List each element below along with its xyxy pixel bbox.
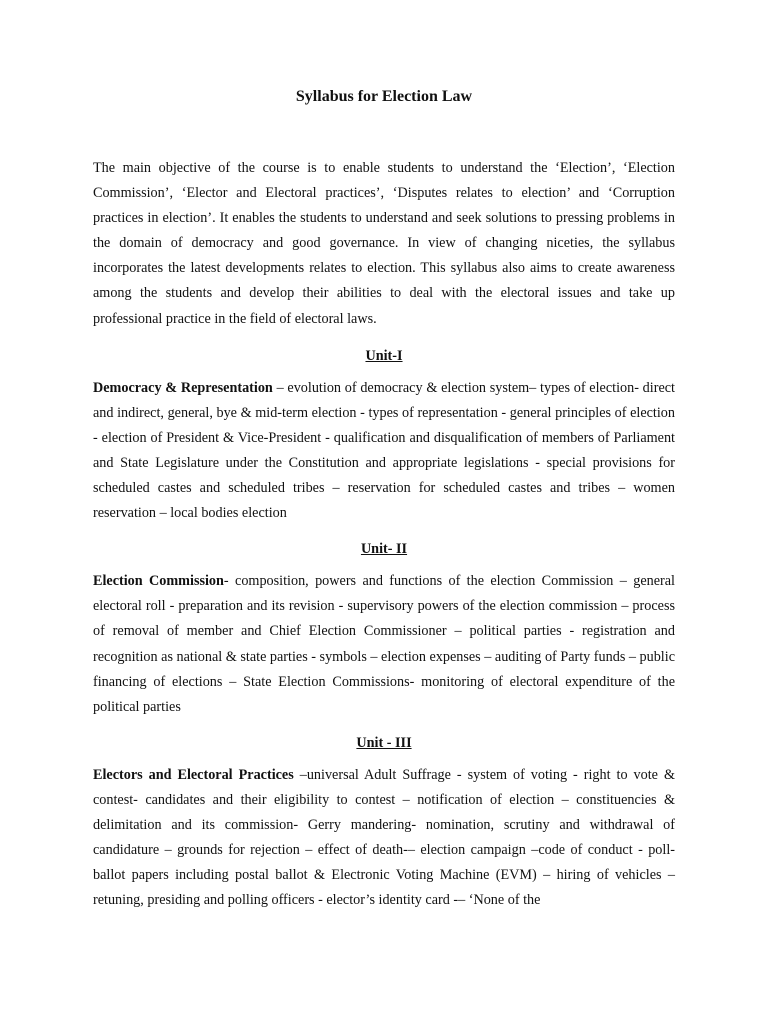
unit-3-body: –universal Adult Suffrage - system of voting - right to vote & contest- candidates and their eligibility to contest – notification of election – constituencies & delimitation and its commission- Gerry mandering- nomination, scrutiny and withdrawal of candidature – grounds for rejection – effect of death-– election campaign –code of conduct - poll- ballot papers including postal ballot & Electronic Voting Machine (EVM) – hiring of vehicles – retuning, presiding and polling officers - elector’s identity card -– ‘None of the [93,766,676,909]
unit-2-heading: Unit- II [360,541,408,558]
unit-2-paragraph [93,569,675,720]
unit-1-body: – evolution of democracy & election system– types of election- direct and indirect, general, bye & mid-term election - types of representation - general principles of election - election of President & Vice-President - qualification and disqualification of members of Parliament and State Legislature under the Constitution and appropriate legislations - special provisions for scheduled castes and scheduled tribes – reservation for scheduled castes and tribes – women reservation – local bodies election [93,379,675,522]
unit-3-heading: Unit - III [356,734,412,751]
intro-paragraph: The main objective of the course is to enable students to understand the ‘Election’, ‘Election Commission’, ‘Elector and Electoral practices’, ‘Disputes relates to election’ and ‘Corruption practices in election’. It enables the students to understand and seek solutions to pressing problems in the domain of democracy and good governance. In view of changing niceties, the syllabus incorporates the latest developments relates to election. This syllabus also aims to create awareness among the students and develop their abilities to deal with the electoral issues and take up professional practice in the field of electoral laws. [93,160,675,327]
unit-1-lead: Democracy & Representation [93,379,273,396]
unit-1-paragraph [93,376,675,527]
unit-2-body: - composition, powers and functions of the election Commission – general electoral roll - preparation and its revision - supervisory powers of the election commission – process of removal of member and Chief Election Commissioner – political parties - registration and recognition as national & state parties - symbols – election expenses – auditing of Party funds – public financing of elections – State Election Commissions- monitoring of electoral expenditure of the political parties [93,573,675,715]
document-page [93,86,675,913]
unit-3-lead: Electors and Electoral Practices [93,766,294,783]
unit-3-paragraph [93,763,675,914]
unit-1-heading: Unit-I [365,347,403,364]
document-title: Syllabus for Election Law [295,88,473,105]
unit-2-lead: Election Commission [93,573,224,590]
